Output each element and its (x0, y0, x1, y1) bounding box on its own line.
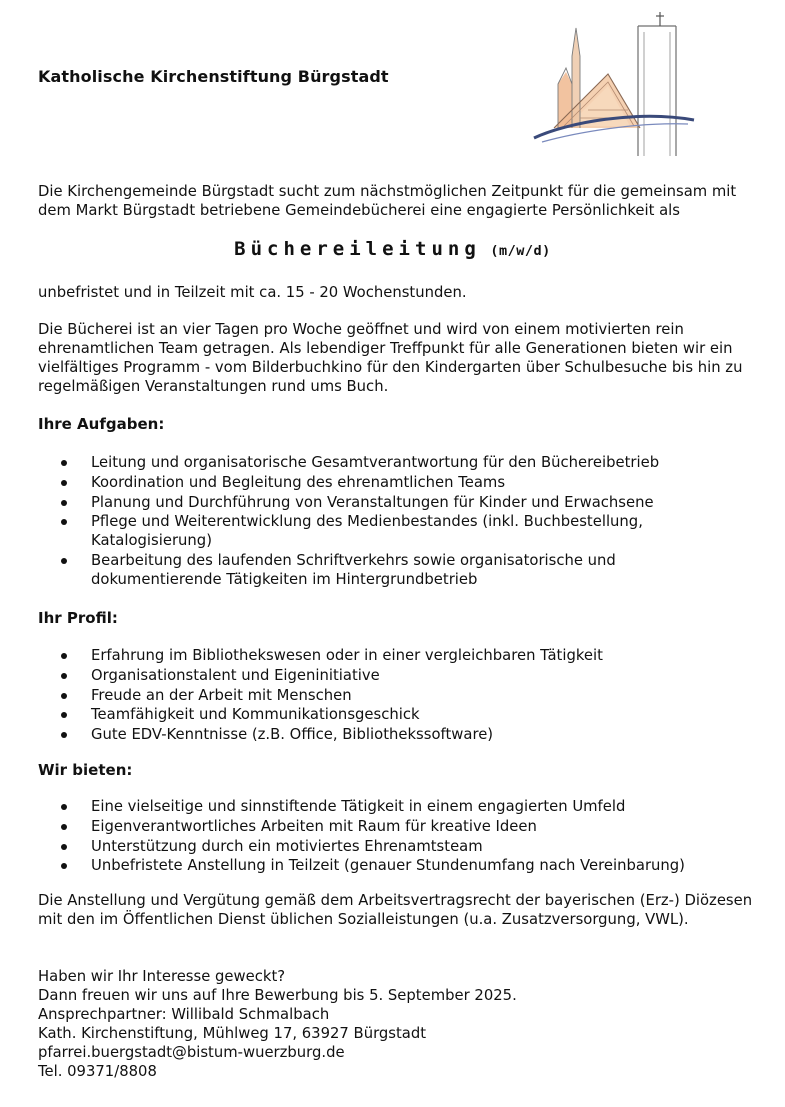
org-title: Katholische Kirchenstiftung Bürgstadt (38, 67, 389, 86)
contact-phone: Tel. 09371/8808 (38, 1063, 157, 1080)
description-paragraph: Die Bücherei ist an vier Tagen pro Woche geöffnet und wird von einem motivierten rein ehrenamtlichen Team getragen. Als lebendiger Treffpunkt für alle Generationen bieten wir ein vielfältiges Programm - vom Bilderbuchkino für den Kindergarten über Schulbesuche bis hin zu regelmäßigen Veranstaltungen rund ums Buch. (38, 321, 743, 395)
list-item: Eigenverantwortliches Arbeiten mit Raum für kreative Ideen (38, 817, 738, 836)
tasks-list (38, 453, 738, 590)
list-item: Unbefristete Anstellung in Teilzeit (genauer Stundenumfang nach Vereinbarung) (38, 856, 738, 875)
list-item: Leitung und organisatorische Gesamtverantwortung für den Büchereibetrieb (38, 453, 738, 472)
list-item: Gute EDV-Kenntnisse (z.B. Office, Bibliothekssoftware) (38, 725, 738, 744)
profile-heading: Ihr Profil: (38, 609, 118, 627)
tasks-heading: Ihre Aufgaben: (38, 415, 165, 433)
offer-list (38, 797, 738, 876)
contact-person: Ansprechpartner: Willibald Schmalbach (38, 1006, 330, 1023)
contact-line-2: Dann freuen wir uns auf Ihre Bewerbung bis 5. September 2025. (38, 987, 517, 1004)
intro-paragraph: Die Kirchengemeinde Bürgstadt sucht zum nächstmöglichen Zeitpunkt für die gemeinsam mit dem Markt Bürgstadt betriebene Gemeindebücherei eine engagierte Persönlichkeit als (38, 183, 737, 219)
list-item: Teamfähigkeit und Kommunikationsgeschick (38, 705, 738, 724)
contact-address: Kath. Kirchenstiftung, Mühlweg 17, 63927 Bürgstadt (38, 1025, 427, 1042)
job-title-main: Büchereileitung (234, 238, 481, 260)
employment-terms: unbefristet und in Teilzeit mit ca. 15 - 20 Wochenstunden. (38, 284, 467, 301)
list-item: Erfahrung im Bibliothekswesen oder in einer vergleichbaren Tätigkeit (38, 646, 738, 665)
list-item: Eine vielseitige und sinnstiftende Tätigkeit in einem engagierten Umfeld (38, 797, 738, 816)
contact-line-1: Haben wir Ihr Interesse geweckt? (38, 968, 286, 985)
church-tower-logo (528, 10, 700, 162)
list-item: Freude an der Arbeit mit Menschen (38, 686, 738, 705)
job-title-suffix: (m/w/d) (490, 243, 551, 259)
job-title (0, 238, 785, 260)
profile-list (38, 646, 738, 745)
compensation-paragraph: Die Anstellung und Vergütung gemäß dem Arbeitsvertragsrecht der bayerischen (Erz-) Diözesen mit den im Öffentlichen Dienst üblichen Sozialleistungen (u.a. Zusatzversorgung, VWL). (38, 892, 753, 928)
list-item: Koordination und Begleitung des ehrenamtlichen Teams (38, 473, 738, 492)
contact-email[interactable]: pfarrei.buergstadt@bistum-wuerzburg.de (38, 1044, 345, 1061)
list-item: Pflege und Weiterentwicklung des Medienbestandes (inkl. Buchbestellung, Katalogisierung) (38, 512, 691, 550)
list-item: Planung und Durchführung von Veranstaltungen für Kinder und Erwachsene (38, 493, 738, 512)
list-item: Bearbeitung des laufenden Schriftverkehrs sowie organisatorische und dokumentierende Tätigkeiten im Hintergrundbetrieb (38, 551, 711, 589)
list-item: Organisationstalent und Eigeninitiative (38, 666, 738, 685)
contact-block (38, 967, 766, 1081)
list-item: Unterstützung durch ein motiviertes Ehrenamtsteam (38, 837, 738, 856)
offer-heading: Wir bieten: (38, 761, 133, 779)
